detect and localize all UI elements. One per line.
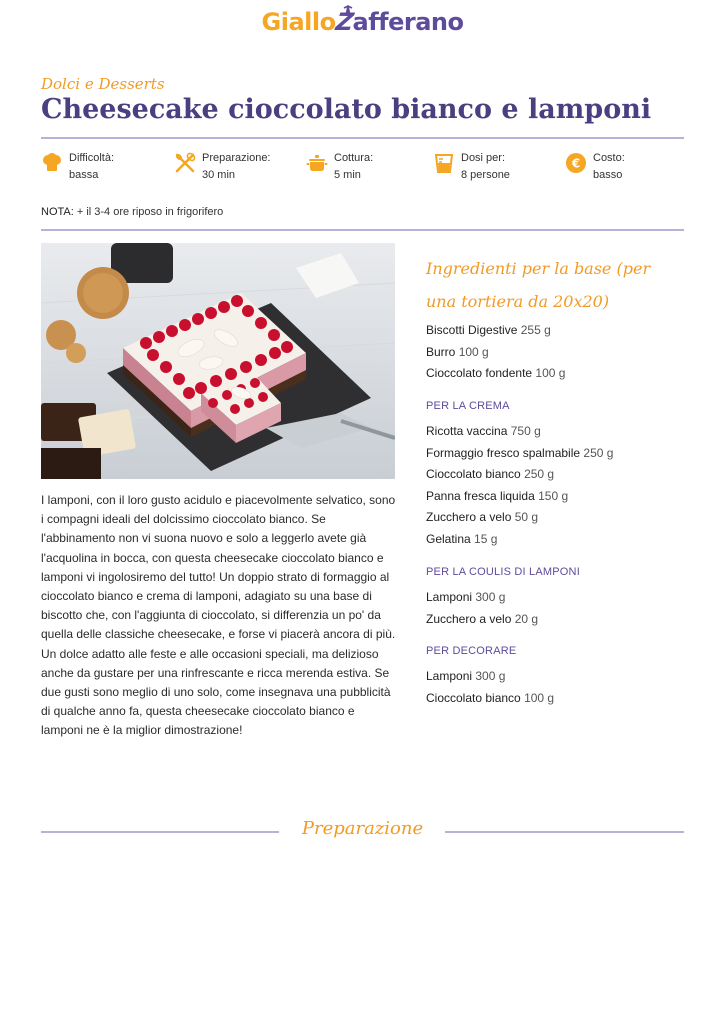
ingredient-name[interactable]: Cioccolato bianco <box>426 690 521 705</box>
ingredient-qty: 150 g <box>538 488 569 503</box>
recipe-note <box>41 206 223 218</box>
ingredient-item <box>426 464 696 486</box>
ingredient-name[interactable]: Ricotta vaccina <box>426 424 508 438</box>
ingredient-qty: 255 g <box>520 323 551 337</box>
ingredient-item <box>426 529 696 551</box>
ingredient-qty: 100 g <box>535 366 566 380</box>
ingredients-base <box>426 320 696 385</box>
ingredient-item <box>426 443 696 465</box>
divider <box>41 229 684 231</box>
chef-hat-icon <box>41 152 63 174</box>
preparation-heading: Preparazione <box>301 818 424 839</box>
ingredient-qty: 250 g <box>524 467 555 481</box>
meta-preparation <box>174 150 271 190</box>
recipe-category[interactable]: Dolci e Desserts <box>41 75 165 93</box>
ingredients-decor <box>426 666 696 709</box>
recipe-intro: I lamponi, con il loro gusto acidulo e piacevolmente selvatico, sono i compagni ideali del dolcissimo cioccolato bianco. Se l'abbinamento non vi suona nuovo e solo a leggerlo avete già l'acquolina in bocca, con questa cheesecake cioccolato bianco e lamponi vi ingolosiremo del tutto! Un doppio strato di formaggio al cioccolato bianco e crema di lamponi, adagiato su una base di biscotto che, con l'aggiunta di cioccolato, si differenzia un po' da quella delle classiche cheesecake, e forse vi piacerà ancora di più. Un dolce adatto alle feste e alle occasioni speciali, ma delizioso anche da gustare per una rinfrescante e ricca merenda estiva. Se due gusti sono meglio di uno solo, come insegnava una pubblicità di qualche anno fa, questa cheesecake cioccolato bianco e lamponi ne è la miglior dimostrazione! <box>41 493 396 738</box>
page-title: Cheesecake cioccolato bianco e lamponi <box>41 94 652 125</box>
ingredient-item <box>426 342 696 364</box>
ingredient-name[interactable]: Zucchero a velo <box>426 510 512 524</box>
ingredient-qty: 20 g <box>514 611 539 626</box>
section-heading-decor: PER DECORARE <box>426 645 517 657</box>
ingredient-qty: 250 g <box>583 445 614 460</box>
ingredient-item <box>426 363 696 385</box>
ingredient-qty: 100 g <box>524 690 555 705</box>
ingredient-name[interactable]: Zucchero a velo <box>426 611 512 626</box>
ingredient-name[interactable]: Gelatina <box>426 531 471 546</box>
logo-part-afferano: afferano <box>352 8 464 36</box>
ingredients-coulis <box>426 587 696 630</box>
ingredient-name[interactable]: Panna fresca liquida <box>426 488 535 503</box>
ingredient-qty: 15 g <box>474 531 498 546</box>
meta-label: Preparazione: <box>202 152 271 164</box>
ingredient-item <box>426 507 696 529</box>
ingredient-qty: 100 g <box>458 344 489 359</box>
meta-difficulty <box>41 150 114 190</box>
ingredient-item <box>426 666 696 688</box>
meta-cooking <box>306 150 373 190</box>
ingredient-qty: 300 g <box>475 590 506 604</box>
meta-label: Dosi per: <box>461 152 506 164</box>
meta-label: Costo: <box>593 152 625 164</box>
ingredient-qty: 300 g <box>475 669 506 683</box>
ingredient-name[interactable]: Lamponi <box>426 590 473 604</box>
ingredient-qty: 750 g <box>510 424 541 438</box>
ingredient-item <box>426 587 696 609</box>
section-heading-coulis: PER LA COULIS DI LAMPONI <box>426 566 580 578</box>
note-label: NOTA: <box>41 206 74 218</box>
ingredient-name[interactable]: Formaggio fresco spalmabile <box>426 445 581 460</box>
measuring-cup-icon <box>433 152 455 174</box>
ingredient-item <box>426 421 696 443</box>
meta-value: 8 persone <box>461 169 510 181</box>
ingredient-name[interactable]: Biscotti Digestive <box>426 323 518 337</box>
ingredients-title: Ingredienti per la base (per una tortiera da 20x20) <box>426 259 651 311</box>
meta-value: 5 min <box>334 169 361 181</box>
ingredient-item <box>426 320 696 342</box>
euro-coin-icon <box>565 152 587 174</box>
meta-cost <box>565 150 625 190</box>
meta-label: Cottura: <box>334 152 374 164</box>
svg-text:€: € <box>571 156 581 171</box>
ingredient-item <box>426 486 696 508</box>
meta-value: 30 min <box>202 169 236 181</box>
logo-part-z: Z <box>333 8 355 36</box>
ingredients-crema <box>426 421 696 550</box>
ingredient-name[interactable]: Cioccolato bianco <box>426 467 521 481</box>
divider <box>41 137 684 139</box>
ingredient-name[interactable]: Lamponi <box>426 669 473 683</box>
section-heading-crema: PER LA CREMA <box>426 400 510 412</box>
ingredient-item <box>426 609 696 631</box>
meta-value: bassa <box>69 169 99 181</box>
meta-servings <box>433 150 510 190</box>
whisk-spoon-icon <box>174 152 196 174</box>
pot-icon <box>306 152 328 174</box>
divider <box>445 831 684 833</box>
ingredient-qty: 50 g <box>514 510 539 524</box>
meta-label: Difficoltà: <box>69 152 115 164</box>
logo-part-giallo: Giallo <box>261 8 336 36</box>
meta-value: basso <box>593 169 623 181</box>
ingredient-name[interactable]: Cioccolato fondente <box>426 366 533 380</box>
whisk-icon <box>338 4 358 24</box>
site-logo[interactable] <box>0 8 725 36</box>
note-text: + il 3-4 ore riposo in frigorifero <box>73 206 224 218</box>
recipe-photo <box>41 243 395 479</box>
ingredient-name[interactable]: Burro <box>426 344 456 359</box>
ingredient-item <box>426 688 696 710</box>
